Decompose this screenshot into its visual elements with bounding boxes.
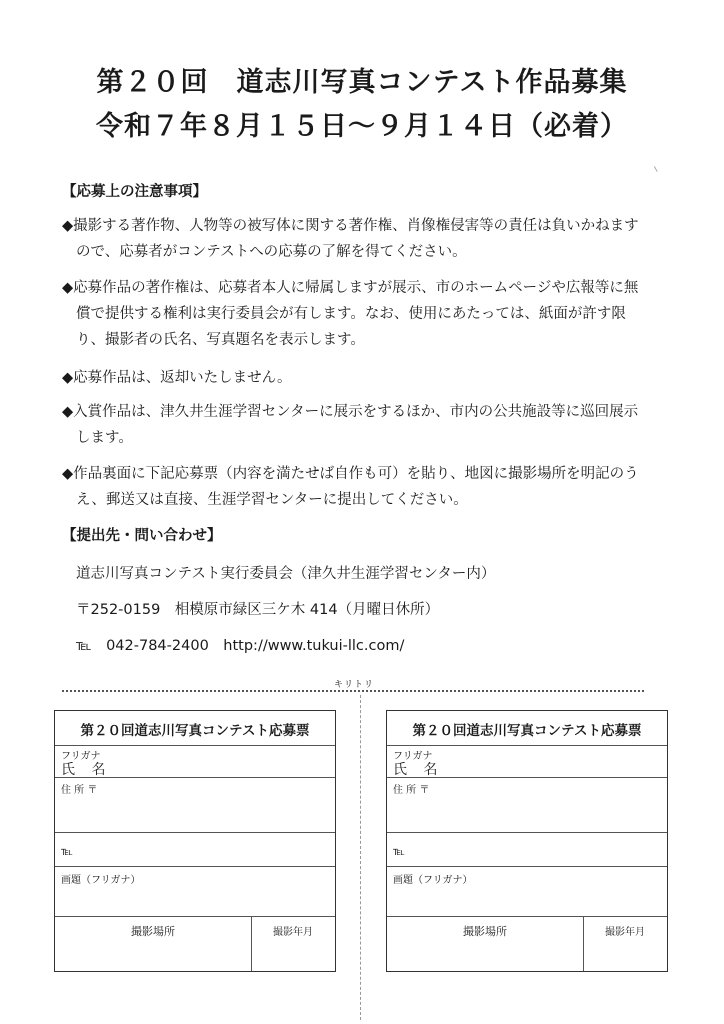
form-title: 第２０回道志川写真コンテスト応募票	[80, 723, 310, 739]
furigana-label: フリガナ	[393, 751, 433, 762]
note-2-line-1: ◆応募作品の著作権は、応募者本人に帰属しますが展示、市のホームページや広報等に無	[62, 280, 639, 296]
tel-label: ℡	[61, 845, 73, 858]
name-label: 氏 名	[61, 762, 112, 778]
period-subtitle: 令和７年８月１５日～９月１４日（必着）	[96, 111, 628, 142]
contact-address: 〒252-0159 相模原市緑区三ケ木 414（月曜日休所）	[76, 602, 440, 618]
address-label: 住 所 〒	[393, 785, 430, 796]
date-label: 撮影年月	[605, 927, 645, 938]
note-4-line-1: ◆入賞作品は、津久井生涯学習センターに展示をするほか、市内の公共施設等に巡回展示	[62, 404, 639, 420]
entry-form-right	[386, 710, 668, 972]
location-label: 撮影場所	[463, 925, 507, 938]
form-title: 第２０回道志川写真コンテスト応募票	[412, 723, 642, 739]
scan-mark	[654, 164, 661, 172]
cut-label: キリトリ	[330, 677, 378, 690]
contact-org: 道志川写真コンテスト実行委員会（津久井生涯学習センター内）	[76, 566, 496, 582]
note-5-line-2: え、郵送又は直接、生涯学習センターに提出してください。	[76, 492, 468, 508]
date-label: 撮影年月	[273, 927, 313, 938]
page-title: 第２０回 道志川写真コンテスト作品募集	[96, 67, 628, 98]
tel-label: ℡	[393, 845, 405, 858]
address-row[interactable]	[55, 777, 335, 833]
note-5-line-1: ◆作品裏面に下記応募票（内容を満たせば自作も可）を貼り、地図に撮影場所を明記のう	[62, 466, 639, 482]
cut-line	[62, 690, 644, 692]
vertical-cut-line	[360, 695, 361, 1020]
notes-heading: 【応募上の注意事項】	[62, 184, 207, 200]
photo-title-label: 画題（フリガナ）	[393, 875, 473, 886]
address-label: 住 所 〒	[61, 785, 98, 796]
contact-tel: ℡ 042-784-2400 http://www.tukui-llc.com/	[76, 638, 405, 654]
note-2-line-2: 償で提供する権利は実行委員会が有します。なお、使用にあたっては、紙面が許す限	[76, 306, 626, 322]
tel-row[interactable]	[387, 832, 667, 867]
note-1-line-2: ので、応募者がコンテストへの応募の了解を得てください。	[76, 244, 467, 260]
note-2-line-3: り、撮影者の氏名、写真題名を表示します。	[76, 332, 365, 348]
address-row[interactable]	[387, 777, 667, 833]
note-1-line-1: ◆撮影する著作物、人物等の被写体に関する著作権、肖像権侵害等の責任は負いかねます	[62, 218, 639, 234]
location-label: 撮影場所	[131, 925, 175, 938]
photo-title-label: 画題（フリガナ）	[61, 875, 141, 886]
name-row	[387, 745, 667, 778]
note-3-line-1: ◆応募作品は、返却いたしません。	[62, 370, 292, 386]
note-4-line-2: します。	[76, 430, 133, 446]
entry-form-left	[54, 710, 336, 972]
name-row	[55, 745, 335, 778]
contact-heading: 【提出先・問い合わせ】	[62, 528, 222, 544]
photo-title-row[interactable]	[55, 866, 335, 917]
name-label: 氏 名	[393, 762, 444, 778]
tel-row[interactable]	[55, 832, 335, 867]
furigana-label: フリガナ	[61, 751, 101, 762]
photo-title-row[interactable]	[387, 866, 667, 917]
